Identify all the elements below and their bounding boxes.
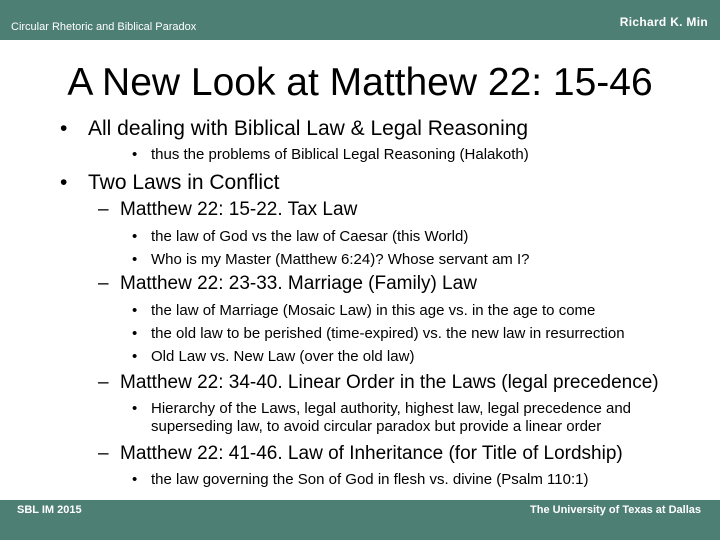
bullet-dot: •	[132, 251, 138, 268]
bullet-two-laws: Two Laws in Conflict	[88, 171, 280, 194]
bullet-hierarchy-line2: superseding law, to avoid circular paradox but provide a linear order	[151, 418, 602, 435]
subheading-inheritance: Matthew 22: 41-46. Law of Inheritance (for Title of Lordship)	[120, 443, 623, 464]
header-bar	[0, 0, 720, 40]
slide-title: A New Look at Matthew 22: 15-46	[67, 61, 653, 104]
bullet-dot: •	[60, 117, 68, 140]
bullet-dot: •	[132, 325, 138, 342]
header-left-title: Circular Rhetoric and Biblical Paradox	[11, 21, 197, 33]
bullet-dot: •	[132, 471, 138, 488]
dash-marker: –	[98, 273, 109, 294]
dash-marker: –	[98, 443, 109, 464]
footer-bar	[0, 500, 720, 540]
bullet-master: Who is my Master (Matthew 6:24)? Whose servant am I?	[151, 251, 530, 268]
subheading-linear-order: Matthew 22: 34-40. Linear Order in the Laws (legal precedence)	[120, 372, 659, 393]
bullet-son-of-god: the law governing the Son of God in flesh vs. divine (Psalm 110:1)	[151, 471, 589, 488]
dash-marker: –	[98, 199, 109, 220]
bullet-dot: •	[60, 171, 68, 194]
bullet-halakoth: thus the problems of Biblical Legal Reasoning (Halakoth)	[151, 146, 529, 163]
bullet-god-vs-caesar: the law of God vs the law of Caesar (this World)	[151, 228, 469, 245]
bullet-dot: •	[132, 228, 138, 245]
bullet-law-of-marriage: the law of Marriage (Mosaic Law) in this age vs. in the age to come	[151, 302, 596, 319]
bullet-old-vs-new-law: Old Law vs. New Law (over the old law)	[151, 348, 415, 365]
header-author: Richard K. Min	[619, 15, 708, 29]
bullet-dot: •	[132, 146, 138, 163]
bullet-hierarchy-line1: Hierarchy of the Laws, legal authority, highest law, legal precedence and	[151, 400, 632, 417]
subheading-marriage-law: Matthew 22: 23-33. Marriage (Family) Law	[120, 273, 477, 294]
bullet-old-law-perished: the old law to be perished (time-expired) vs. the new law in resurrection	[151, 325, 625, 342]
footer-conference: SBL IM 2015	[17, 504, 82, 516]
dash-marker: –	[98, 372, 109, 393]
footer-university: The University of Texas at Dallas	[530, 504, 701, 516]
bullet-dot: •	[132, 348, 138, 365]
bullet-dot: •	[132, 400, 138, 417]
bullet-biblical-law: All dealing with Biblical Law & Legal Reasoning	[88, 117, 529, 140]
subheading-tax-law: Matthew 22: 15-22. Tax Law	[120, 199, 358, 220]
bullet-dot: •	[132, 302, 138, 319]
